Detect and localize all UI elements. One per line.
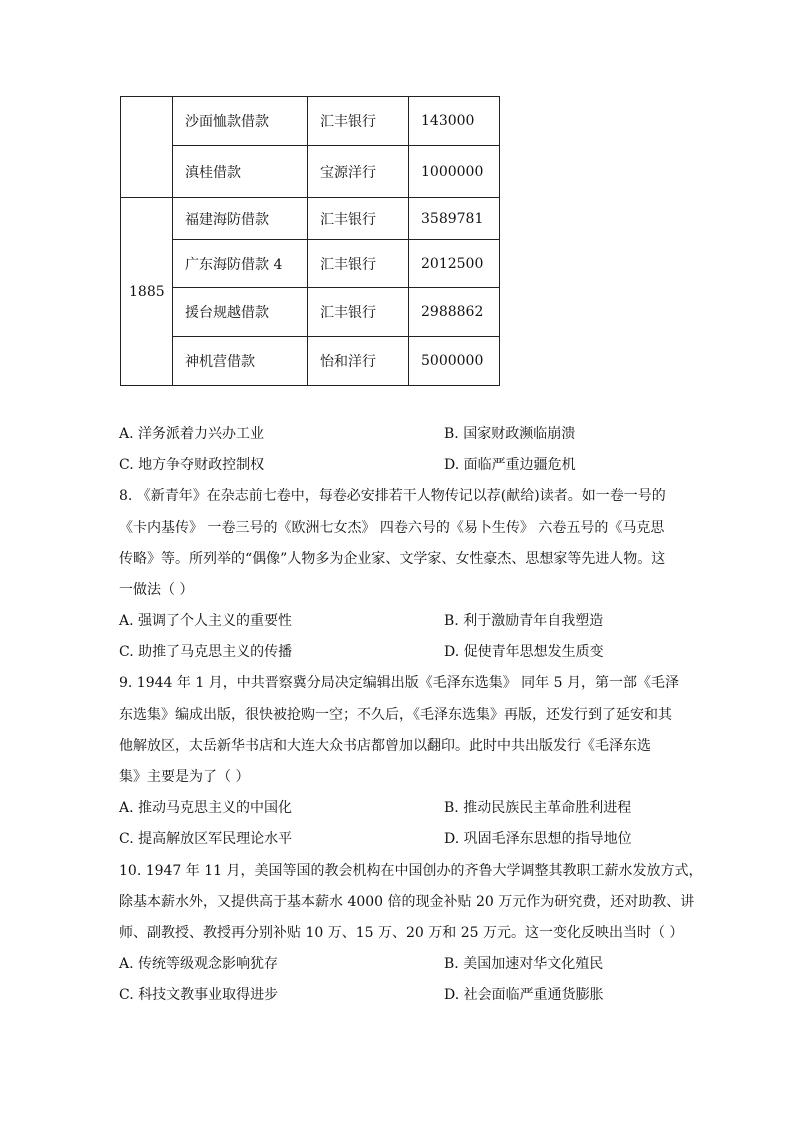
q10-option-b: B. 美国加速对华文化殖民	[444, 956, 604, 972]
amount-cell: 1000000	[409, 146, 500, 198]
amount-cell: 2012500	[409, 240, 500, 288]
q9-option-c: C. 提高解放区军民理论水平	[119, 831, 293, 847]
lender-cell: 汇丰银行	[308, 97, 409, 146]
q7-option-b: B. 国家财政濒临崩溃	[444, 426, 576, 442]
q9-stem-line: 9. 1944 年 1 月，中共晋察冀分局决定编辑出版《毛泽东选集》 同年 5 月，第一部《毛泽	[119, 675, 679, 691]
loan-name-cell: 神机营借款	[173, 337, 308, 386]
q10-stem-line: 师、副教授、教授再分别补贴 10 万、15 万、20 万和 25 万元。这一变化反映出当时（ ）	[119, 925, 684, 941]
q8-option-a: A. 强调了个人主义的重要性	[119, 613, 293, 629]
year-cell-empty	[121, 97, 173, 198]
table-row	[121, 337, 500, 386]
q9-stem-line: 他解放区，太岳新华书店和大连大众书店都曾加以翻印。此时中共出版发行《毛泽东选	[119, 738, 651, 754]
year-cell-1885: 1885	[121, 198, 173, 386]
loan-table	[120, 96, 500, 386]
table-row	[121, 198, 500, 240]
q9-option-a: A. 推动马克思主义的中国化	[119, 800, 293, 816]
lender-cell: 汇丰银行	[308, 288, 409, 337]
q8-stem-line: 《卡内基传》 一卷三号的《欧洲七女杰》 四卷六号的《易卜生传》 六卷五号的《马克思	[119, 520, 665, 536]
q10-stem-line: 除基本薪水外，又提供高于基本薪水 4000 倍的现金补贴 20 万元作为研究费，还对助教、讲	[119, 894, 695, 910]
amount-cell: 143000	[409, 97, 500, 146]
q8-option-d: D. 促使青年思想发生质变	[444, 644, 604, 660]
loan-name-cell: 福建海防借款	[173, 198, 308, 240]
amount-cell: 3589781	[409, 198, 500, 240]
q8-stem-line: 传略》等。所列举的“偶像”人物多为企业家、文学家、女性豪杰、思想家等先进人物。这	[119, 551, 666, 567]
loan-name-cell: 滇桂借款	[173, 146, 308, 198]
lender-cell: 怡和洋行	[308, 337, 409, 386]
q10-option-a: A. 传统等级观念影响犹存	[119, 956, 279, 972]
q7-option-d: D. 面临严重边疆危机	[444, 457, 576, 473]
q9-option-d: D. 巩固毛泽东思想的指导地位	[444, 831, 632, 847]
lender-cell: 汇丰银行	[308, 240, 409, 288]
q8-option-b: B. 利于激励青年自我塑造	[444, 613, 604, 629]
q8-option-c: C. 助推了马克思主义的传播	[119, 644, 293, 660]
q10-option-d: D. 社会面临严重通货膨胀	[444, 987, 604, 1003]
amount-cell: 5000000	[409, 337, 500, 386]
lender-cell: 宝源洋行	[308, 146, 409, 198]
loan-name-cell: 广东海防借款 4	[173, 240, 308, 288]
q7-option-c: C. 地方争夺财政控制权	[119, 457, 265, 473]
q9-option-b: B. 推动民族民主革命胜利进程	[444, 800, 632, 816]
table-row	[121, 240, 500, 288]
q8-stem-line: 一做法（ ）	[119, 582, 194, 598]
loan-name-cell: 援台规越借款	[173, 288, 308, 337]
lender-cell: 汇丰银行	[308, 198, 409, 240]
table-row	[121, 97, 500, 146]
q10-option-c: C. 科技文教事业取得进步	[119, 987, 279, 1003]
q7-option-a: A. 洋务派着力兴办工业	[119, 426, 265, 442]
q9-stem-line: 东选集》编成出版，很快被抢购一空；不久后，《毛泽东选集》再版，还发行到了延安和其	[119, 707, 672, 723]
table-row	[121, 146, 500, 198]
q9-stem-line: 集》主要是为了（ ）	[119, 769, 250, 785]
table-row	[121, 288, 500, 337]
q10-stem-line: 10. 1947 年 11 月，美国等国的教会机构在中国创办的齐鲁大学调整其教职工薪水发放方式，	[119, 863, 703, 879]
amount-cell: 2988862	[409, 288, 500, 337]
q8-stem-line: 8. 《新青年》在杂志前七卷中，每卷必安排若干人物传记以荐(献给)读者。如一卷一号的	[119, 488, 666, 504]
loan-name-cell: 沙面恤款借款	[173, 97, 308, 146]
